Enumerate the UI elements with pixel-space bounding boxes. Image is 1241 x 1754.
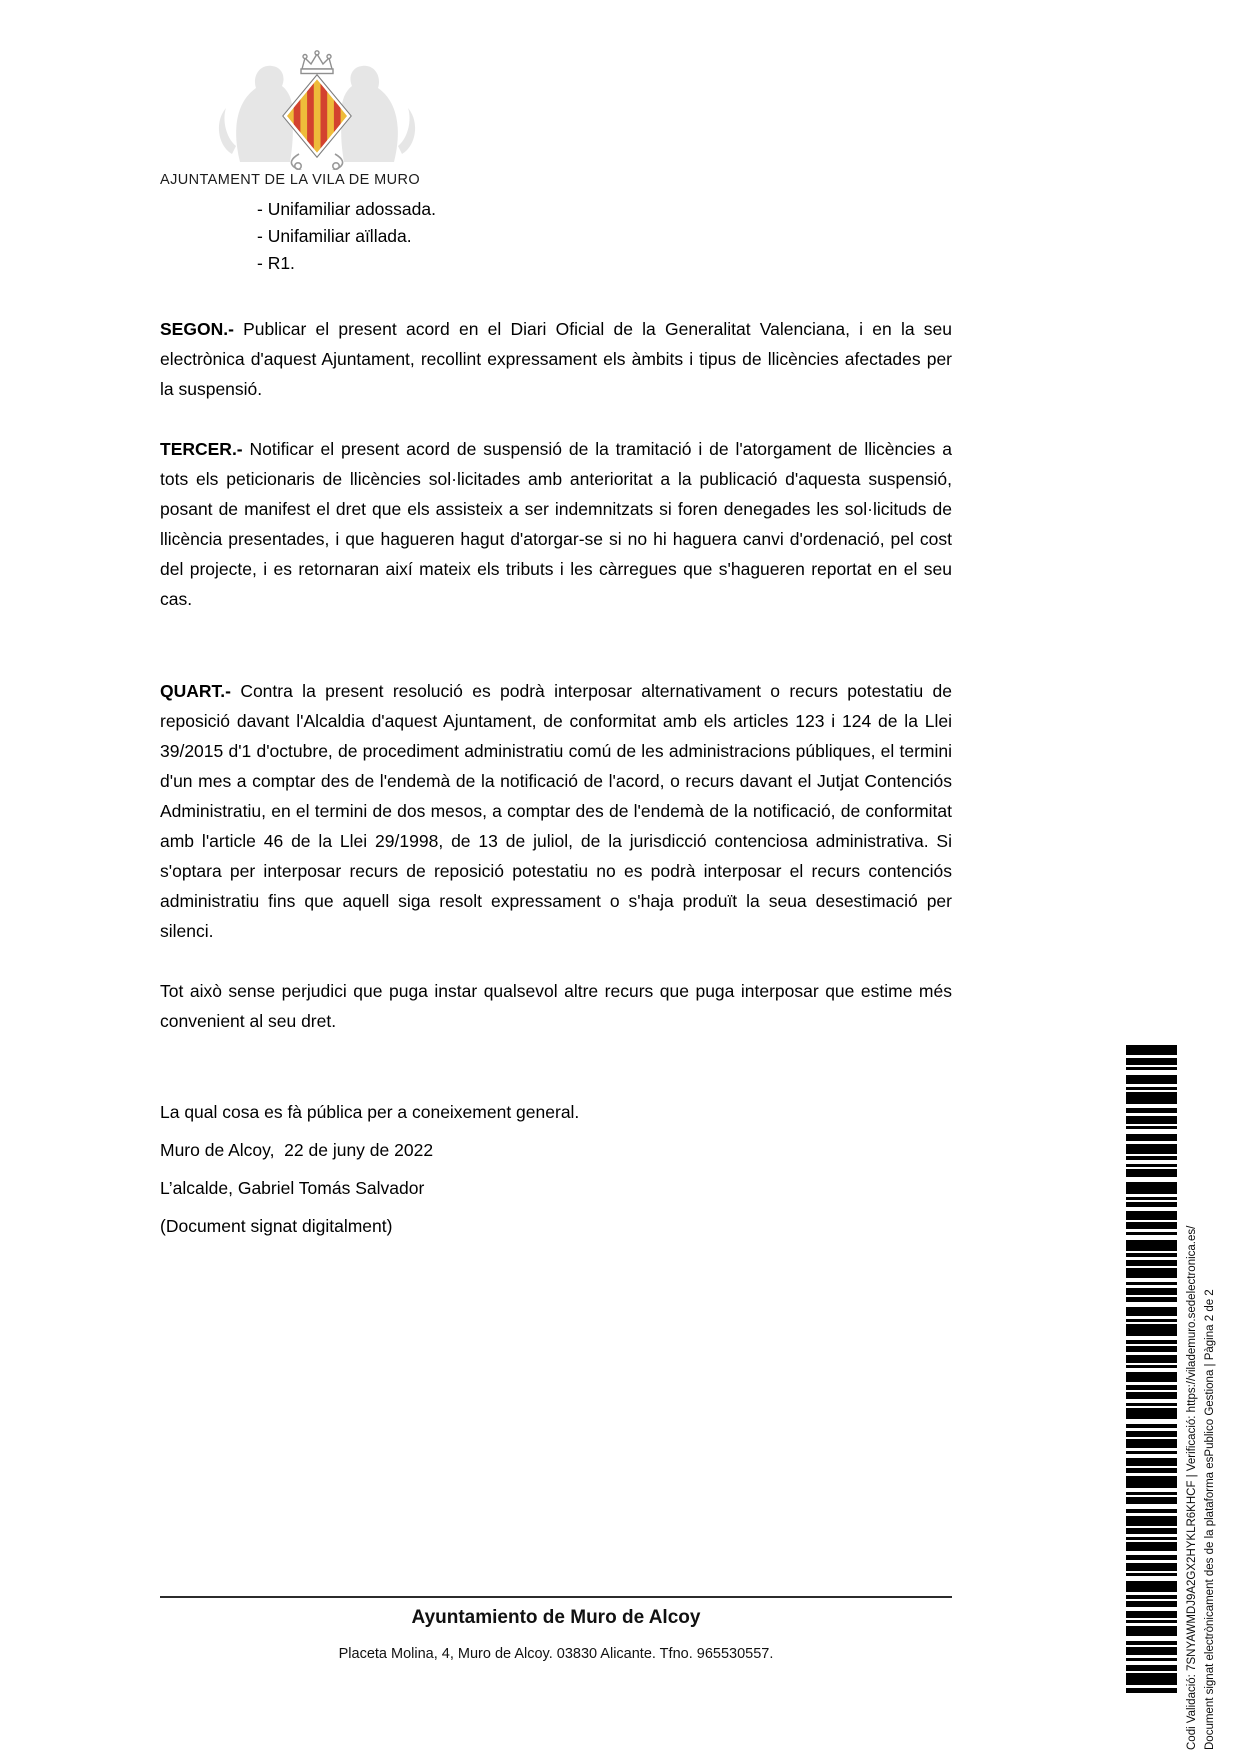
document-header bbox=[160, 50, 490, 188]
coat-of-arms-icon bbox=[202, 50, 432, 170]
footer-org-title: Ayuntamiento de Muro de Alcoy bbox=[411, 1607, 701, 1628]
paragraph-text: Contra la present resolució es podrà interposar alternativament o recurs potestatiu de reposició davant l'Alcaldia d'aquest Ajuntament, de conformitat amb els articles 123 i 124 de la Llei 39/2015 d'1 d'octubre, de procediment administratiu comú de les administracions públiques, el termini d'un mes a comptar des de l'endemà de la notificació de l'acord, o recurs davant el Jutjat Contenciós Administratiu, en el termini de dos mesos, a comptar des de l'endemà de la notificació, de conformitat amb l'article 46 de la Llei 29/1998, de 13 de juliol, de la jurisdicció contenciosa administrativa. Si s'optara per interposar recurs de reposició potestatiu no es podrà interposar el recurs contenciós administratiu fins que aquell siga resolt expressament o s'haja produït la seua desestimació per silenci. bbox=[160, 681, 952, 941]
list-item: - Unifamiliar aïllada. bbox=[257, 226, 412, 246]
crown bbox=[301, 51, 333, 74]
list-item: - R1. bbox=[257, 253, 295, 273]
signature-platform-vertical-text: Document signat electrònicament des de la plataforma esPublico Gestiona | Pàgina 2 de 2 bbox=[1204, 1289, 1216, 1750]
lozenge-shield bbox=[283, 75, 351, 157]
list-item: - Unifamiliar adossada. bbox=[257, 199, 436, 219]
paragraph-label: TERCER.- bbox=[160, 439, 243, 459]
org-name: AJUNTAMENT DE LA VILA DE MURO bbox=[160, 172, 421, 188]
paragraph-tercer bbox=[160, 434, 952, 614]
housing-types-list bbox=[257, 196, 436, 277]
paragraph-quart bbox=[160, 676, 952, 946]
place-and-date: Muro de Alcoy, 22 de juny de 2022 bbox=[160, 1140, 434, 1160]
paragraph-text: Notificar el present acord de suspensió de la tramitació i de l'atorgament de llicències a tots els peticionaris de llicències sol·licitades amb anterioritat a la publicació d'aquesta suspensió, posant de manifest el dret que els assisteix a ser indemnitzats si foren denegades les sol·licituds de llicència presentades, i que hagueren hagut d'atorgar-se si no hi haguera canvi d'ordenació, pel cost del projecte, i es retornaran així mateix els tributs i les càrregues que s'hagueren reportat en el seu cas. bbox=[160, 439, 952, 609]
barcode bbox=[1126, 1045, 1177, 1695]
paragraph-label: QUART.- bbox=[160, 681, 231, 701]
closing-statement: La qual cosa es fà pública per a coneixement general. bbox=[160, 1102, 580, 1122]
closing-block bbox=[160, 1097, 952, 1249]
footer-address: Placeta Molina, 4, Muro de Alcoy. 03830 Alicante. Tfno. 965530557. bbox=[338, 1646, 774, 1662]
paragraph-note: Tot això sense perjudici que puga instar qualsevol altre recurs que puga interposar que estime més convenient al seu dret. bbox=[160, 981, 952, 1031]
digital-signature-note: (Document signat digitalment) bbox=[160, 1216, 393, 1236]
paragraph-segon bbox=[160, 314, 952, 404]
footer-divider bbox=[160, 1596, 952, 1598]
paragraph-label: SEGON.- bbox=[160, 319, 234, 339]
signer-name: L’alcalde, Gabriel Tomás Salvador bbox=[160, 1178, 425, 1198]
validation-code-vertical-text: Codi Validació: 7SNYAWMDJ9A2GX2HYKLR6KHCF | Verificació: https://vilademuro.sedelectronica.es/ bbox=[1186, 1225, 1198, 1750]
paragraph-text: Publicar el present acord en el Diari Oficial de la Generalitat Valenciana, i en la seu electrònica d'aquest Ajuntament, recollint expressament els àmbits i tipus de llicències afectades per la suspensió. bbox=[160, 319, 952, 399]
